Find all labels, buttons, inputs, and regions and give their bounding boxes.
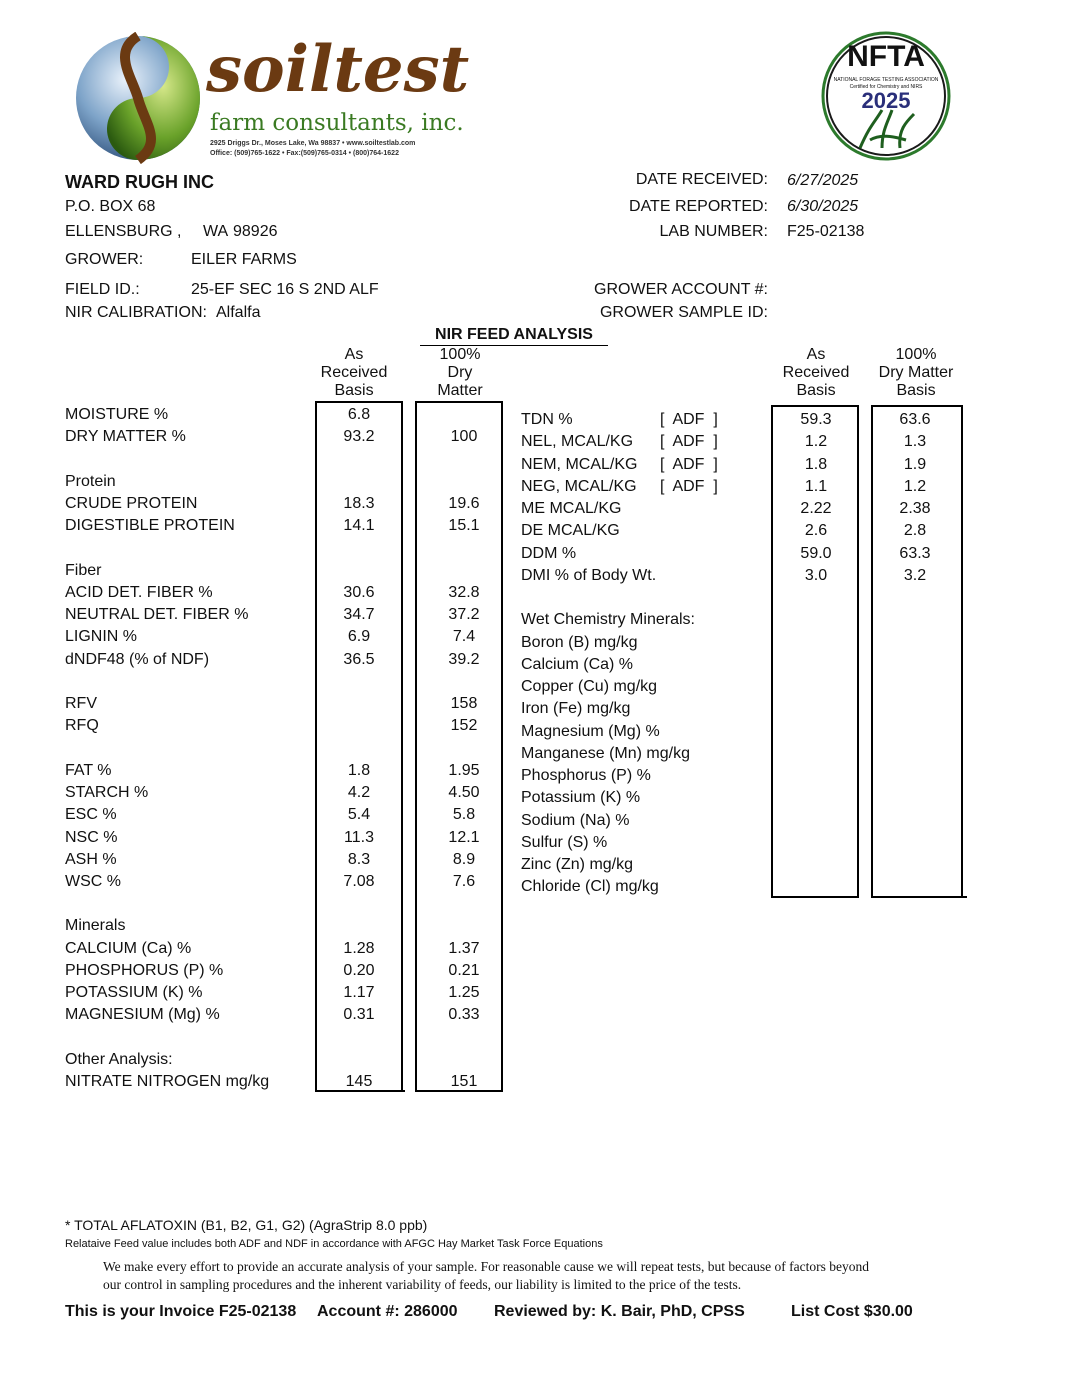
as-received-value: 1.8 [804,456,828,473]
right-header-dry-matter [866,346,966,400]
dry-matter-value: 37.2 [448,606,480,623]
as-received-value: 6.9 [347,628,371,645]
client-address: P.O. BOX 68 [65,198,156,215]
header-line: 100% [439,346,481,363]
dry-matter-value: 152 [450,717,478,734]
row-label: STARCH % [65,784,149,801]
as-received-value: 1.1 [804,478,828,495]
dry-matter-value: 100 [450,428,478,445]
as-received-value: 1.17 [343,984,375,1001]
row-label: Fiber [65,562,102,579]
dry-matter-value: 39.2 [448,651,480,668]
dry-matter-value: 2.8 [903,522,927,539]
dry-matter-value: 8.9 [452,851,476,868]
logo-swirl-icon [72,32,204,164]
row-label: Sodium (Na) % [521,812,630,829]
row-label: RFQ [65,717,99,734]
row-label: MAGNESIUM (Mg) % [65,1006,220,1023]
as-received-value: 11.3 [344,829,374,846]
client-state: WA [203,223,229,240]
row-label: ASH % [65,851,117,868]
dry-matter-value: 12.1 [448,829,480,846]
row-label: LIGNIN % [65,628,138,645]
as-received-value: 14.1 [343,517,375,534]
row-label: ESC % [65,806,117,823]
header-line: As [344,346,364,363]
as-received-value: 1.2 [804,433,828,450]
as-received-value: 2.22 [800,500,832,517]
row-label: Protein [65,473,116,490]
nfta-org: NFTA [847,40,925,73]
section-title: NIR FEED ANALYSIS [420,326,608,346]
row-label: NEM, MCAL/KG [521,456,638,473]
invoice-text: This is your Invoice F25-02138 [65,1303,297,1320]
right-header-as-received [770,346,862,400]
dry-matter-value: 19.6 [448,495,480,512]
date-reported-label: DATE REPORTED: [629,198,768,215]
dry-matter-value: 1.25 [448,984,480,1001]
as-received-value: 18.3 [343,495,375,512]
as-received-value: 4.2 [347,784,371,801]
row-label: NITRATE NITROGEN mg/kg [65,1073,270,1090]
nir-label: NIR CALIBRATION: [65,304,207,321]
row-label: Other Analysis: [65,1051,173,1068]
logo-subtitle: farm consultants, inc. [210,110,464,136]
as-received-value: 1.8 [347,762,371,779]
header-line: Received [320,364,388,381]
dry-matter-value: 32.8 [448,584,480,601]
dry-matter-value: 1.2 [903,478,927,495]
row-label: POTASSIUM (K) % [65,984,203,1001]
dry-matter-value: 2.38 [899,500,931,517]
row-label: CALCIUM (Ca) % [65,940,192,957]
lab-number-value: F25-02138 [787,223,865,240]
nfta-seal [820,30,952,162]
client-name: WARD RUGH INC [65,172,214,192]
logo-phone: Office: (509)765-1622 • Fax:(509)765-0314 • (800)764-1622 [210,150,399,157]
nir-value: Alfalfa [216,304,261,321]
right-dry-matter-bottom [871,896,967,898]
dry-matter-value: 0.21 [448,962,480,979]
row-label: Zinc (Zn) mg/kg [521,856,634,873]
dry-matter-value: 151 [450,1073,478,1090]
row-label: Sulfur (S) % [521,834,608,851]
date-reported-value: 6/30/2025 [787,198,859,215]
row-label: Iron (Fe) mg/kg [521,700,631,717]
as-received-value: 59.3 [800,411,832,428]
header-line: Received [782,364,850,381]
row-label: Manganese (Mn) mg/kg [521,745,690,762]
lab-number-label: LAB NUMBER: [659,223,768,240]
as-received-value: 1.28 [343,940,375,957]
as-received-value: 59.0 [800,545,832,562]
row-label: dNDF48 (% of NDF) [65,651,210,668]
as-received-value: 0.20 [343,962,375,979]
as-received-value: 93.2 [343,428,375,445]
row-label: Phosphorus (P) % [521,767,651,784]
row-label: CRUDE PROTEIN [65,495,198,512]
company-logo [72,32,470,164]
logo-name: soiltest [206,32,470,107]
reviewed-by: Reviewed by: K. Bair, PhD, CPSS [494,1303,745,1320]
left-header-dry-matter [414,346,506,400]
row-label: PHOSPHORUS (P) % [65,962,224,979]
dry-matter-value: 1.9 [903,456,927,473]
as-received-value: 34.7 [343,606,375,623]
grower-value: EILER FARMS [191,251,297,268]
row-label: DDM % [521,545,577,562]
dry-matter-value: 4.50 [448,784,480,801]
as-received-value: 145 [345,1073,373,1090]
dry-matter-value: 63.3 [899,545,931,562]
row-label: Wet Chemistry Minerals: [521,611,695,628]
row-label: RFV [65,695,97,712]
as-received-value: 30.6 [343,584,375,601]
row-label: NEG, MCAL/KG [521,478,637,495]
account-text: Account #: 286000 [317,1303,458,1320]
client-city: ELLENSBURG , [65,223,182,240]
grower-sample-label: GROWER SAMPLE ID: [599,304,768,321]
row-label: Minerals [65,917,126,934]
header-line: Dry [447,364,473,381]
field-label: FIELD ID.: [65,281,140,298]
as-received-value: 6.8 [347,406,371,423]
dry-matter-value: 1.95 [448,762,480,779]
row-label: ME MCAL/KG [521,500,622,517]
dry-matter-value: 15.1 [448,517,480,534]
as-received-value: 36.5 [343,651,375,668]
dry-matter-value: 158 [450,695,478,712]
dry-matter-value: 7.6 [452,873,476,890]
as-received-value: 7.08 [343,873,375,890]
dry-matter-value: 5.8 [452,806,476,823]
basis-tag: [ ADF ] [660,478,718,495]
header-line: Basis [896,382,936,399]
nfta-line1: NATIONAL FORAGE TESTING ASSOCIATION [833,77,939,83]
row-label: NSC % [65,829,118,846]
header-line: 100% [895,346,937,363]
date-received-label: DATE RECEIVED: [635,171,768,188]
row-label: DIGESTIBLE PROTEIN [65,517,235,534]
grower-label: GROWER: [65,251,144,268]
row-label: Potassium (K) % [521,789,641,806]
row-label: NEUTRAL DET. FIBER % [65,606,249,623]
date-received-value: 6/27/2025 [787,172,859,189]
right-as-received-bottom [771,896,859,898]
left-header-as-received [308,346,400,400]
row-label: DE MCAL/KG [521,522,620,539]
grower-account-label: GROWER ACCOUNT #: [594,281,768,298]
row-label: Boron (B) mg/kg [521,634,638,651]
field-value: 25-EF SEC 16 S 2ND ALF [191,281,379,298]
aflatoxin-note: * TOTAL AFLATOXIN (B1, B2, G1, G2) (AgraStrip 8.0 ppb) [65,1217,428,1233]
header-line: Basis [334,382,374,399]
list-cost: List Cost $30.00 [791,1303,913,1320]
header-line: Matter [437,382,483,399]
as-received-value: 2.6 [804,522,828,539]
header-line: Basis [796,382,836,399]
header-line: Dry Matter [878,364,954,381]
row-label: DRY MATTER % [65,428,186,445]
as-received-value: 3.0 [804,567,828,584]
row-label: Copper (Cu) mg/kg [521,678,658,695]
row-label: DMI % of Body Wt. [521,567,657,584]
nfta-line2: Certified for Chemistry and NIRS [849,84,923,90]
dry-matter-value: 63.6 [899,411,931,428]
row-label: Chloride (Cl) mg/kg [521,878,659,895]
row-label: FAT % [65,762,112,779]
row-label: Calcium (Ca) % [521,656,634,673]
row-label: WSC % [65,873,121,890]
row-label: ACID DET. FIBER % [65,584,213,601]
dry-matter-value: 7.4 [452,628,476,645]
row-label: NEL, MCAL/KG [521,433,634,450]
rfv-note: Relataive Feed value includes both ADF and NDF in accordance with AFGC Hay Market Task Force Equations [65,1238,603,1250]
as-received-value: 8.3 [347,851,371,868]
disclaimer-line-1: We make every effort to provide an accurate analysis of your sample. For reasonable cause we will repeat tests, but because of factors beyond [103,1259,869,1274]
header-line: As [806,346,826,363]
nfta-year: 2025 [861,88,911,113]
dry-matter-value: 1.37 [448,940,480,957]
row-label: MOISTURE % [65,406,169,423]
as-received-value: 0.31 [343,1006,375,1023]
dry-matter-value: 0.33 [448,1006,480,1023]
disclaimer-line-2: our control in sampling procedures and the inherent variability of feeds, our liability is limited to the price of the tests. [103,1277,742,1292]
row-label: TDN % [521,411,573,428]
client-zip: 98926 [233,223,278,240]
basis-tag: [ ADF ] [660,433,718,450]
basis-tag: [ ADF ] [660,411,718,428]
dry-matter-value: 1.3 [903,433,927,450]
as-received-value: 5.4 [347,806,371,823]
dry-matter-value: 3.2 [903,567,927,584]
logo-address: 2925 Driggs Dr., Moses Lake, Wa 98837 • www.soiltestlab.com [210,140,416,147]
basis-tag: [ ADF ] [660,456,718,473]
row-label: Magnesium (Mg) % [521,723,660,740]
